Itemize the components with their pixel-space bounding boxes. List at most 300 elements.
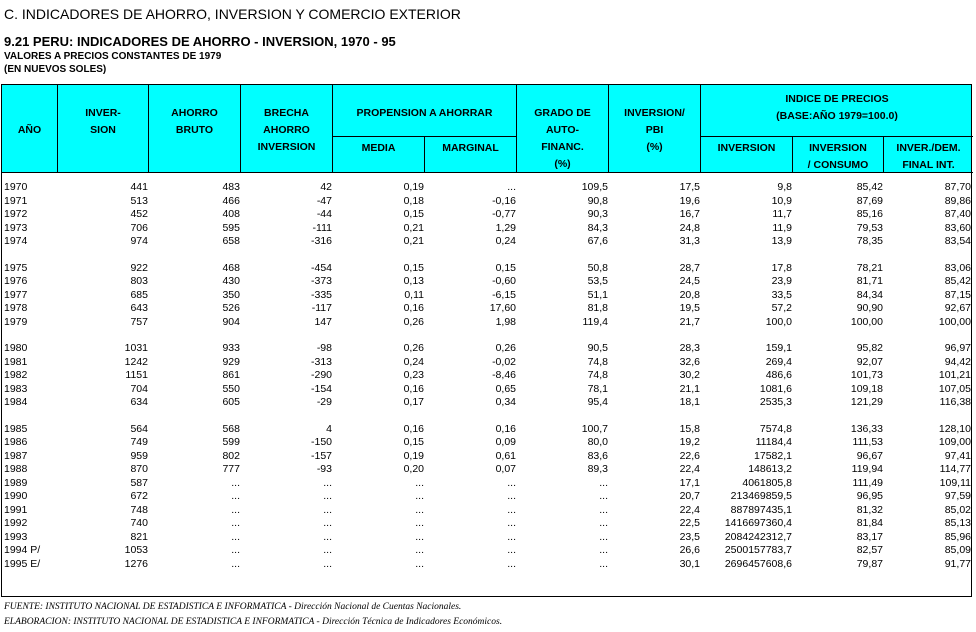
year-cell: 1982: [4, 369, 28, 381]
value-cell: ...: [231, 557, 240, 570]
value-cell: -316: [310, 235, 332, 247]
value-cell: 643: [130, 302, 148, 314]
table-row: [2, 208, 971, 222]
value-cell: 0,15: [403, 261, 424, 274]
header-idx-demanda: INVER./DEM. FINAL INT.: [896, 142, 961, 171]
value-cell: 30,1: [679, 557, 700, 570]
value-cell: 87,70: [944, 181, 971, 193]
value-cell: ...: [599, 557, 608, 570]
table-row: [2, 342, 971, 356]
value-cell: 599: [222, 436, 240, 448]
value-cell: ...: [231, 476, 240, 489]
value-cell: 974: [130, 235, 148, 247]
value-cell: 468: [222, 261, 240, 274]
table-row: [2, 490, 971, 504]
year-cell: 1991: [4, 503, 28, 516]
year-cell: 1986: [4, 436, 28, 448]
value-cell: 81,32: [856, 503, 883, 516]
value-cell: 7574,8: [759, 422, 792, 435]
value-cell: 1276: [124, 557, 148, 570]
value-cell: 97,41: [944, 449, 971, 462]
value-cell: 114,77: [939, 463, 971, 475]
value-cell: ...: [323, 503, 332, 516]
year-cell: 1974: [4, 235, 28, 247]
value-cell: 0,65: [495, 382, 516, 395]
value-cell: 78,21: [856, 261, 883, 274]
value-cell: 959: [130, 449, 148, 462]
value-cell: ...: [507, 517, 516, 529]
value-cell: ...: [415, 503, 424, 516]
value-cell: 0,17: [403, 396, 424, 408]
value-cell: 0,11: [404, 288, 424, 301]
value-cell: 85,16: [856, 208, 883, 220]
table-row: [2, 450, 971, 464]
value-cell: 85,02: [944, 503, 971, 516]
value-cell: ...: [323, 490, 332, 502]
value-cell: 94,42: [944, 355, 971, 368]
value-cell: -0,60: [492, 275, 516, 287]
value-cell: 17582,1: [754, 449, 792, 462]
value-cell: 19,6: [679, 194, 700, 207]
value-cell: 33,5: [771, 288, 792, 301]
value-cell: 84,34: [856, 288, 883, 301]
value-cell: ...: [599, 530, 608, 543]
year-cell: 1988: [4, 463, 28, 475]
header-marginal: MARGINAL: [442, 142, 499, 154]
value-cell: 19,2: [679, 436, 700, 448]
value-cell: 23,9: [771, 275, 792, 287]
value-cell: ...: [599, 544, 608, 556]
header-indice: INDICE DE PRECIOS (BASE:AÑO 1979=100.0): [776, 93, 898, 122]
value-cell: 20,7: [679, 490, 700, 502]
value-cell: 22,6: [679, 449, 700, 462]
spacer-row: [2, 249, 971, 262]
value-cell: 121,29: [850, 396, 883, 408]
header-media: MEDIA: [361, 142, 396, 154]
table-row: [2, 383, 971, 397]
value-cell: 0,15: [495, 261, 516, 274]
value-cell: 483: [222, 181, 240, 193]
value-cell: -313: [310, 355, 332, 368]
value-cell: 0,26: [403, 342, 424, 354]
value-cell: 81,84: [856, 517, 883, 529]
value-cell: 10,9: [771, 194, 792, 207]
value-cell: -6,15: [492, 288, 516, 301]
value-cell: 441: [130, 181, 148, 193]
value-cell: 0,34: [495, 396, 516, 408]
value-cell: ...: [599, 503, 608, 516]
value-cell: 513: [130, 194, 148, 207]
value-cell: 740: [130, 517, 148, 529]
value-cell: 757: [130, 315, 148, 328]
value-cell: 595: [222, 221, 240, 234]
value-cell: 85,42: [944, 275, 971, 287]
value-cell: 20,8: [679, 288, 700, 301]
value-cell: 21,7: [679, 315, 700, 328]
value-cell: ...: [507, 544, 516, 556]
section-title: C. INDICADORES DE AHORRO, INVERSION Y COMERCIO EXTERIOR: [4, 6, 461, 22]
value-cell: 802: [222, 449, 240, 462]
table-row: [2, 544, 971, 558]
table-row: [2, 195, 971, 209]
value-cell: 0,18: [403, 194, 424, 207]
value-cell: 109,5: [581, 181, 608, 193]
value-cell: 748: [130, 503, 148, 516]
value-cell: 0,16: [403, 422, 424, 435]
table-title: 9.21 PERU: INDICADORES DE AHORRO - INVERSION, 1970 - 95: [4, 34, 396, 49]
value-cell: 80,0: [587, 436, 608, 448]
value-cell: 408: [222, 208, 240, 220]
value-cell: 269,4: [765, 355, 792, 368]
value-cell: 1053: [124, 544, 148, 556]
year-cell: 1990: [4, 490, 28, 502]
table-row: [2, 262, 971, 276]
value-cell: ...: [231, 530, 240, 543]
year-cell: 1970: [4, 181, 28, 193]
year-cell: 1995 E/: [4, 557, 41, 570]
source-note: FUENTE: INSTITUTO NACIONAL DE ESTADISTICA E INFORMATICA - Dirección Nacional de Cuentas Nacionales.: [4, 602, 462, 612]
value-cell: 2084242312,7: [724, 530, 792, 543]
value-cell: 4: [326, 422, 332, 435]
value-cell: ...: [415, 517, 424, 529]
value-cell: 85,13: [944, 517, 971, 529]
table-row: [2, 289, 971, 303]
value-cell: 870: [130, 463, 148, 475]
value-cell: 749: [130, 436, 148, 448]
value-cell: 148613,2: [748, 463, 792, 475]
value-cell: ...: [507, 476, 516, 489]
value-cell: -98: [316, 342, 332, 354]
value-cell: 42: [320, 181, 332, 193]
value-cell: 89,3: [587, 463, 608, 475]
value-cell: 777: [222, 463, 240, 475]
value-cell: ...: [231, 490, 240, 502]
value-cell: 109,00: [938, 436, 971, 448]
table-row: [2, 302, 971, 316]
value-cell: 95,4: [587, 396, 608, 408]
value-cell: ...: [231, 503, 240, 516]
value-cell: 81,8: [587, 302, 608, 314]
value-cell: 18,1: [679, 396, 700, 408]
value-cell: 67,6: [587, 235, 608, 247]
value-cell: 109,11: [939, 476, 971, 489]
value-cell: 0,61: [495, 449, 516, 462]
value-cell: 51,1: [587, 288, 608, 301]
value-cell: 2535,3: [759, 396, 792, 408]
value-cell: 100,0: [765, 315, 792, 328]
value-cell: -8,46: [492, 369, 516, 381]
value-cell: 1031: [124, 342, 148, 354]
value-cell: -117: [311, 302, 332, 314]
value-cell: -0,77: [492, 208, 516, 220]
value-cell: 136,33: [850, 422, 883, 435]
value-cell: -157: [310, 449, 332, 462]
value-cell: -150: [310, 436, 332, 448]
value-cell: ...: [507, 530, 516, 543]
value-cell: 87,15: [944, 288, 971, 301]
value-cell: 1,98: [495, 315, 516, 328]
value-cell: 0,24: [495, 235, 516, 247]
year-cell: 1983: [4, 382, 28, 395]
value-cell: 19,5: [679, 302, 700, 314]
value-cell: ...: [323, 517, 332, 529]
value-cell: 83,17: [856, 530, 883, 543]
value-cell: 119,94: [851, 463, 883, 475]
table-row: [2, 369, 971, 383]
value-cell: 89,86: [944, 194, 971, 207]
value-cell: 100,00: [938, 315, 971, 328]
value-cell: 78,35: [856, 235, 883, 247]
value-cell: 887897435,1: [730, 503, 792, 516]
year-cell: 1985: [4, 422, 28, 435]
value-cell: 13,9: [771, 235, 792, 247]
value-cell: 0,15: [403, 208, 424, 220]
value-cell: 101,21: [938, 369, 971, 381]
value-cell: 96,95: [856, 490, 883, 502]
value-cell: 28,7: [679, 261, 700, 274]
value-cell: 28,3: [679, 342, 700, 354]
value-cell: 0,20: [403, 463, 424, 475]
value-cell: 119,4: [582, 315, 608, 328]
value-cell: 1242: [124, 355, 148, 368]
value-cell: 97,59: [944, 490, 971, 502]
value-cell: 87,69: [856, 194, 883, 207]
value-cell: ...: [415, 544, 424, 556]
value-cell: 0,19: [403, 181, 424, 193]
data-table: [2, 181, 971, 571]
value-cell: 452: [130, 208, 148, 220]
year-cell: 1979: [4, 315, 28, 328]
value-cell: -373: [310, 275, 332, 287]
value-cell: ...: [323, 557, 332, 570]
value-cell: 147: [314, 315, 332, 328]
value-cell: 107,05: [938, 382, 971, 395]
value-cell: ...: [231, 544, 240, 556]
value-cell: 0,09: [495, 436, 516, 448]
value-cell: 0,26: [403, 315, 424, 328]
table-row: [2, 423, 971, 437]
value-cell: ...: [507, 557, 516, 570]
value-cell: ...: [323, 544, 332, 556]
value-cell: 83,6: [587, 449, 608, 462]
value-cell: -0,02: [492, 355, 516, 368]
value-cell: 74,8: [587, 355, 608, 368]
value-cell: 861: [222, 369, 240, 381]
year-cell: 1976: [4, 275, 28, 287]
value-cell: 79,53: [856, 221, 883, 234]
value-cell: 91,77: [944, 557, 971, 570]
value-cell: ...: [323, 476, 332, 489]
value-cell: 90,3: [587, 208, 608, 220]
value-cell: -0,16: [492, 194, 516, 207]
value-cell: 11,9: [772, 221, 792, 234]
value-cell: 704: [130, 382, 148, 395]
value-cell: 22,5: [679, 517, 700, 529]
value-cell: ...: [415, 490, 424, 502]
value-cell: 116,38: [939, 396, 971, 408]
value-cell: 79,87: [856, 557, 883, 570]
value-cell: 2500157783,7: [724, 544, 792, 556]
value-cell: 0,23: [403, 369, 424, 381]
header-brecha: BRECHA AHORRO INVERSION: [257, 107, 316, 153]
value-cell: 111,53: [852, 436, 883, 448]
value-cell: 9,8: [777, 181, 792, 193]
header-anio: AÑO: [17, 124, 42, 136]
value-cell: 95,82: [856, 342, 883, 354]
elaboration-note: ELABORACION: INSTITUTO NACIONAL DE ESTADISTICA E INFORMATICA - Dirección Técnica de Indicadores Económicos.: [4, 617, 503, 627]
value-cell: 568: [222, 422, 240, 435]
value-cell: 0,26: [495, 342, 516, 354]
header-idx-consumo: INVERSION / CONSUMO: [807, 142, 869, 171]
value-cell: ...: [415, 476, 424, 489]
value-cell: -154: [310, 382, 332, 395]
value-cell: 17,5: [679, 181, 700, 193]
value-cell: 685: [130, 288, 148, 301]
value-cell: 100,7: [581, 422, 608, 435]
value-cell: ...: [507, 490, 516, 502]
value-cell: 430: [222, 275, 240, 287]
value-cell: -290: [310, 369, 332, 381]
value-cell: 658: [222, 235, 240, 247]
year-cell: 1972: [4, 208, 28, 220]
spacer-row: [2, 329, 971, 342]
header-propension: PROPENSION A AHORRAR: [356, 107, 493, 119]
value-cell: 100,00: [850, 315, 883, 328]
value-cell: 550: [222, 382, 240, 395]
value-cell: 50,8: [587, 261, 608, 274]
value-cell: 96,97: [944, 342, 971, 354]
value-cell: 92,67: [944, 302, 971, 314]
value-cell: 0,13: [403, 275, 424, 287]
table-row: [2, 477, 971, 491]
table-row: [2, 517, 971, 531]
value-cell: 0,16: [403, 382, 424, 395]
header-idx-inversion: INVERSION: [717, 142, 776, 154]
value-cell: 159,1: [765, 342, 792, 354]
value-cell: 31,3: [679, 235, 700, 247]
value-cell: -44: [316, 208, 332, 220]
table-row: [2, 463, 971, 477]
year-cell: 1989: [4, 476, 28, 489]
table-row: [2, 235, 971, 249]
value-cell: 128,10: [938, 422, 971, 435]
data-table-frame: [1, 84, 972, 597]
value-cell: 526: [222, 302, 240, 314]
value-cell: 0,21: [403, 221, 424, 234]
value-cell: 929: [222, 355, 240, 368]
value-cell: 1,29: [495, 221, 516, 234]
value-cell: ...: [323, 530, 332, 543]
value-cell: 587: [130, 476, 148, 489]
table-subtitle: VALORES A PRECIOS CONSTANTES DE 1979: [4, 51, 222, 62]
value-cell: 74,8: [587, 369, 608, 381]
value-cell: 78,1: [587, 382, 608, 395]
value-cell: 0,24: [403, 355, 424, 368]
value-cell: 82,57: [856, 544, 883, 556]
value-cell: 24,8: [679, 221, 700, 234]
year-cell: 1980: [4, 342, 28, 354]
value-cell: 111,49: [852, 476, 883, 489]
value-cell: 32,6: [679, 355, 700, 368]
value-cell: 24,5: [679, 275, 700, 287]
value-cell: 22,4: [679, 463, 700, 475]
value-cell: 85,42: [856, 181, 883, 193]
value-cell: 85,96: [944, 530, 971, 543]
value-cell: 90,8: [587, 194, 608, 207]
value-cell: 11184,4: [755, 436, 792, 448]
header-inversion: INVER- SION: [85, 107, 121, 136]
value-cell: 0,07: [495, 463, 516, 475]
table-row: [2, 558, 971, 572]
value-cell: 0,16: [403, 302, 424, 314]
value-cell: 706: [130, 221, 148, 234]
value-cell: 0,15: [403, 436, 424, 448]
value-cell: 81,71: [856, 275, 883, 287]
value-cell: 350: [222, 288, 240, 301]
value-cell: 1416697360,4: [724, 517, 792, 529]
value-cell: 17,60: [489, 302, 516, 314]
year-cell: 1993: [4, 530, 28, 543]
value-cell: 0,19: [403, 449, 424, 462]
value-cell: 904: [222, 315, 240, 328]
value-cell: 87,40: [944, 208, 971, 220]
value-cell: 821: [130, 530, 148, 543]
table-row: [2, 436, 971, 450]
table-row: [2, 396, 971, 410]
value-cell: 4061805,8: [742, 476, 792, 489]
value-cell: -111: [312, 221, 332, 234]
value-cell: 22,4: [679, 503, 700, 516]
value-cell: 84,3: [587, 221, 608, 234]
year-cell: 1984: [4, 396, 28, 408]
value-cell: 634: [130, 396, 148, 408]
value-cell: 21,1: [679, 382, 700, 395]
value-cell: -47: [316, 194, 332, 207]
value-cell: -454: [310, 261, 332, 274]
header-grado: GRADO DE AUTO- FINANC. (%): [534, 107, 591, 170]
value-cell: 213469859,5: [730, 490, 792, 502]
value-cell: 85,09: [944, 544, 971, 556]
value-cell: 564: [130, 422, 148, 435]
value-cell: ...: [415, 557, 424, 570]
header-inversion-pbi: INVERSION/ PBI (%): [624, 107, 685, 153]
value-cell: 90,90: [856, 302, 883, 314]
value-cell: 109,18: [850, 382, 883, 395]
value-cell: 933: [222, 342, 240, 354]
value-cell: ...: [231, 517, 240, 529]
value-cell: 17,8: [771, 261, 792, 274]
value-cell: ...: [507, 181, 516, 193]
value-cell: ...: [507, 503, 516, 516]
year-cell: 1977: [4, 288, 28, 301]
table-row: [2, 504, 971, 518]
year-cell: 1973: [4, 221, 28, 234]
value-cell: 101,73: [850, 369, 883, 381]
table-row: [2, 275, 971, 289]
value-cell: 90,5: [587, 342, 608, 354]
value-cell: ...: [599, 517, 608, 529]
value-cell: ...: [415, 530, 424, 543]
value-cell: 922: [130, 261, 148, 274]
table-row: [2, 531, 971, 545]
value-cell: 96,67: [856, 449, 883, 462]
value-cell: 83,54: [944, 235, 971, 247]
value-cell: 1151: [125, 369, 148, 381]
value-cell: -93: [316, 463, 332, 475]
value-cell: 0,21: [403, 235, 424, 247]
year-cell: 1975: [4, 261, 28, 274]
value-cell: 486,6: [765, 369, 792, 381]
